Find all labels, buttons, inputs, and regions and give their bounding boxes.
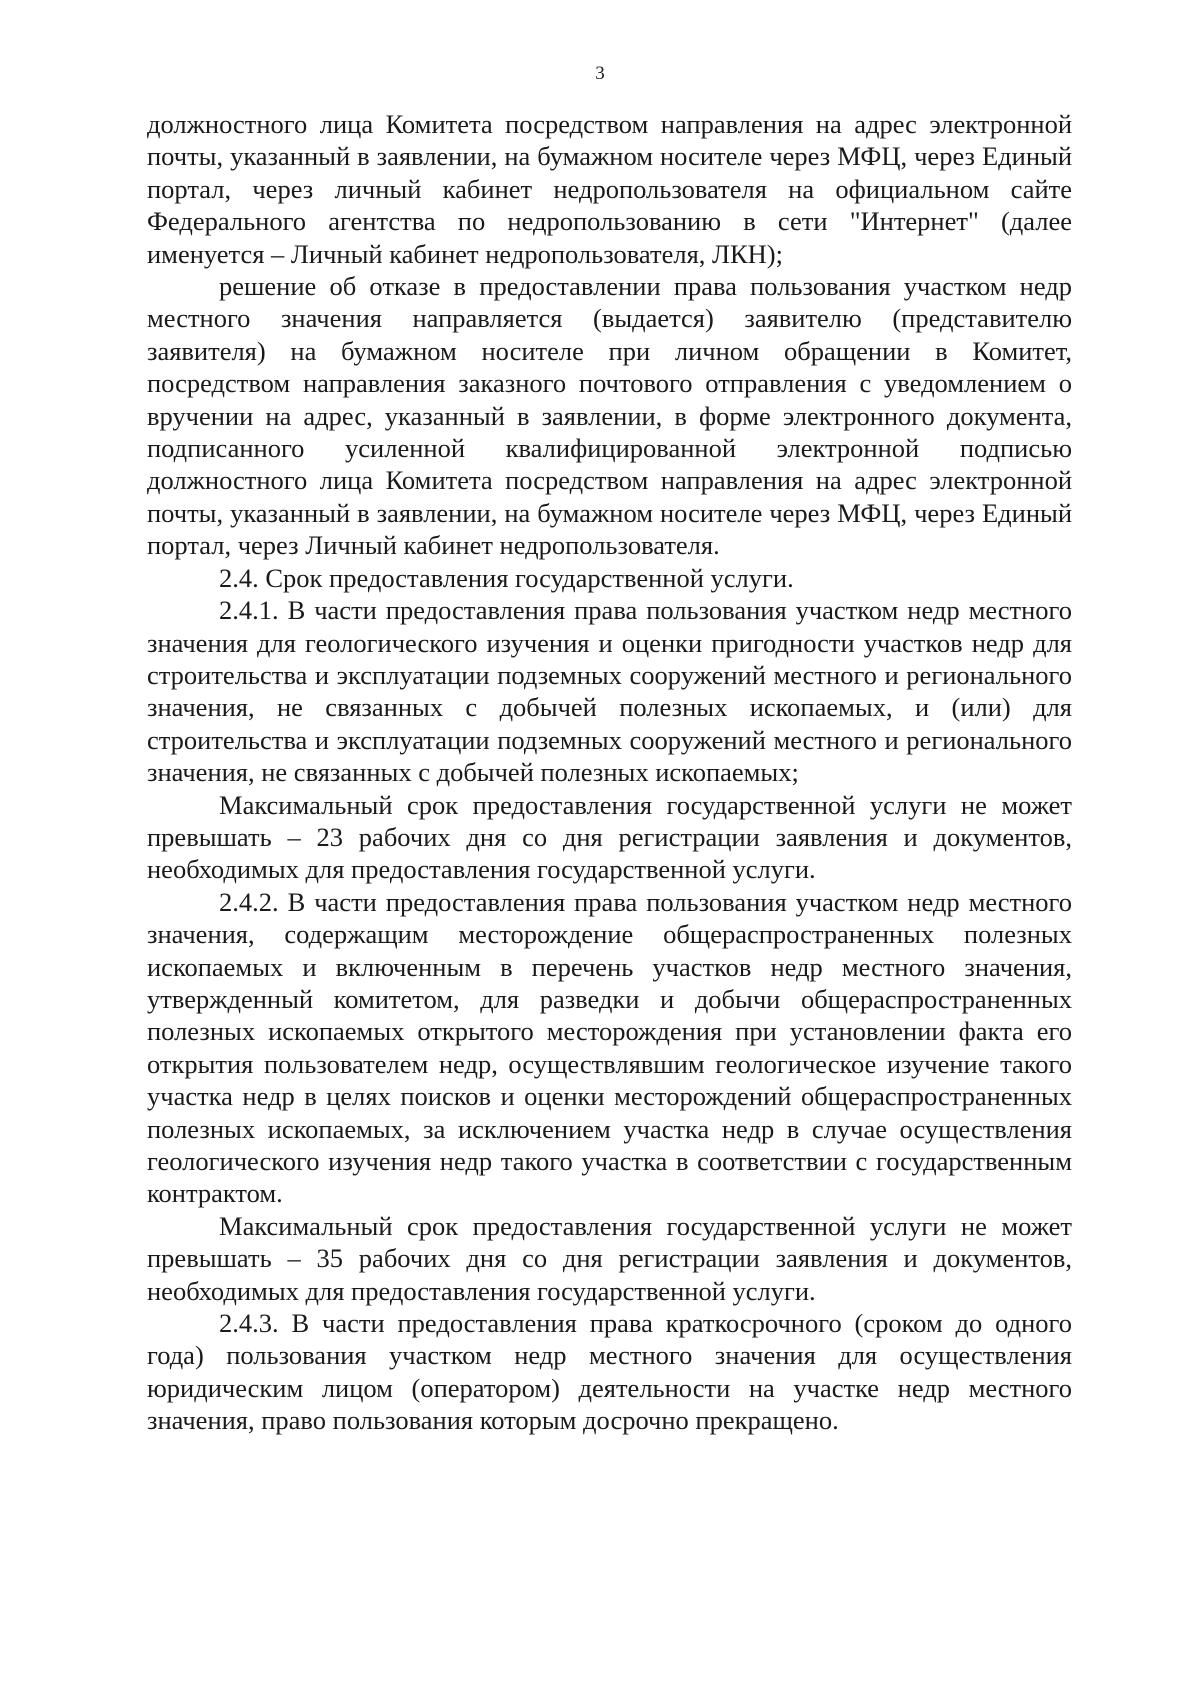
paragraph-section-2-4-1: 2.4.1. В части предоставления права пользования участком недр местного значения для геологического изучения и оценки пригодности участков недр для строительства и эксплуатации подземных сооружений местного и регионального значения, не связанных с добычей полезных ископаемых, и (или) для строительства и эксплуатации подземных сооружений местного и регионального значения, не связанных с добычей полезных ископаемых; [147,595,1072,788]
document-body [147,108,1072,1437]
paragraph-max-term-23-days: Максимальный срок предоставления государственной услуги не может превышать – 23 рабочих дня со дня регистрации заявления и документов, необходимых для предоставления государственной услуги. [147,789,1072,885]
paragraph-refusal-decision: решение об отказе в предоставлении права пользования участком недр местного значения направляется (выдается) заявителю (представителю заявителя) на бумажном носителе при личном обращении в Комитет, посредством направления заказного почтового отправления с уведомлением о вручении на адрес, указанный в заявлении, в форме электронного документа, подписанного усиленной квалифицированной электронной подписью должностного лица Комитета посредством направления на адрес электронной почты, указанный в заявлении, на бумажном носителе через МФЦ, через Единый портал, через Личный кабинет недропользователя. [147,271,1072,561]
paragraph-section-2-4-heading: 2.4. Срок предоставления государственной услуги. [219,562,794,593]
page-number: 3 [595,63,605,84]
paragraph-section-2-4-2: 2.4.2. В части предоставления права пользования участком недр местного значения, содержащим месторождение общераспространенных полезных ископаемых и включенным в перечень участков недр местного значения, утвержденный комитетом, для разведки и добычи общераспространенных полезных ископаемых открытого месторождения при установлении факта его открытия пользователем недр, осуществлявшим геологическое изучение такого участка недр в целях поисков и оценки месторождений общераспространенных полезных ископаемых, за исключением участка недр в случае осуществления геологического изучения недр такого участка в соответствии с государственным контрактом. [147,886,1072,1209]
paragraph-max-term-35-days: Максимальный срок предоставления государственной услуги не может превышать – 35 рабочих дня со дня регистрации заявления и документов, необходимых для предоставления государственной услуги. [147,1210,1072,1306]
paragraph-section-2-4-3: 2.4.3. В части предоставления права краткосрочного (сроком до одного года) пользования участком недр местного значения для осуществления юридическим лицом (оператором) деятельности на участке недр местного значения, право пользования которым досрочно прекращено. [147,1308,1072,1436]
paragraph-delivery-continuation: должностного лица Комитета посредством направления на адрес электронной почты, указанный в заявлении, на бумажном носителе через МФЦ, через Единый портал, через личный кабинет недропользователя на официальном сайте Федерального агентства по недропользованию в сети "Интернет" (далее именуется – Личный кабинет недропользователя, ЛКН); [147,109,1072,269]
